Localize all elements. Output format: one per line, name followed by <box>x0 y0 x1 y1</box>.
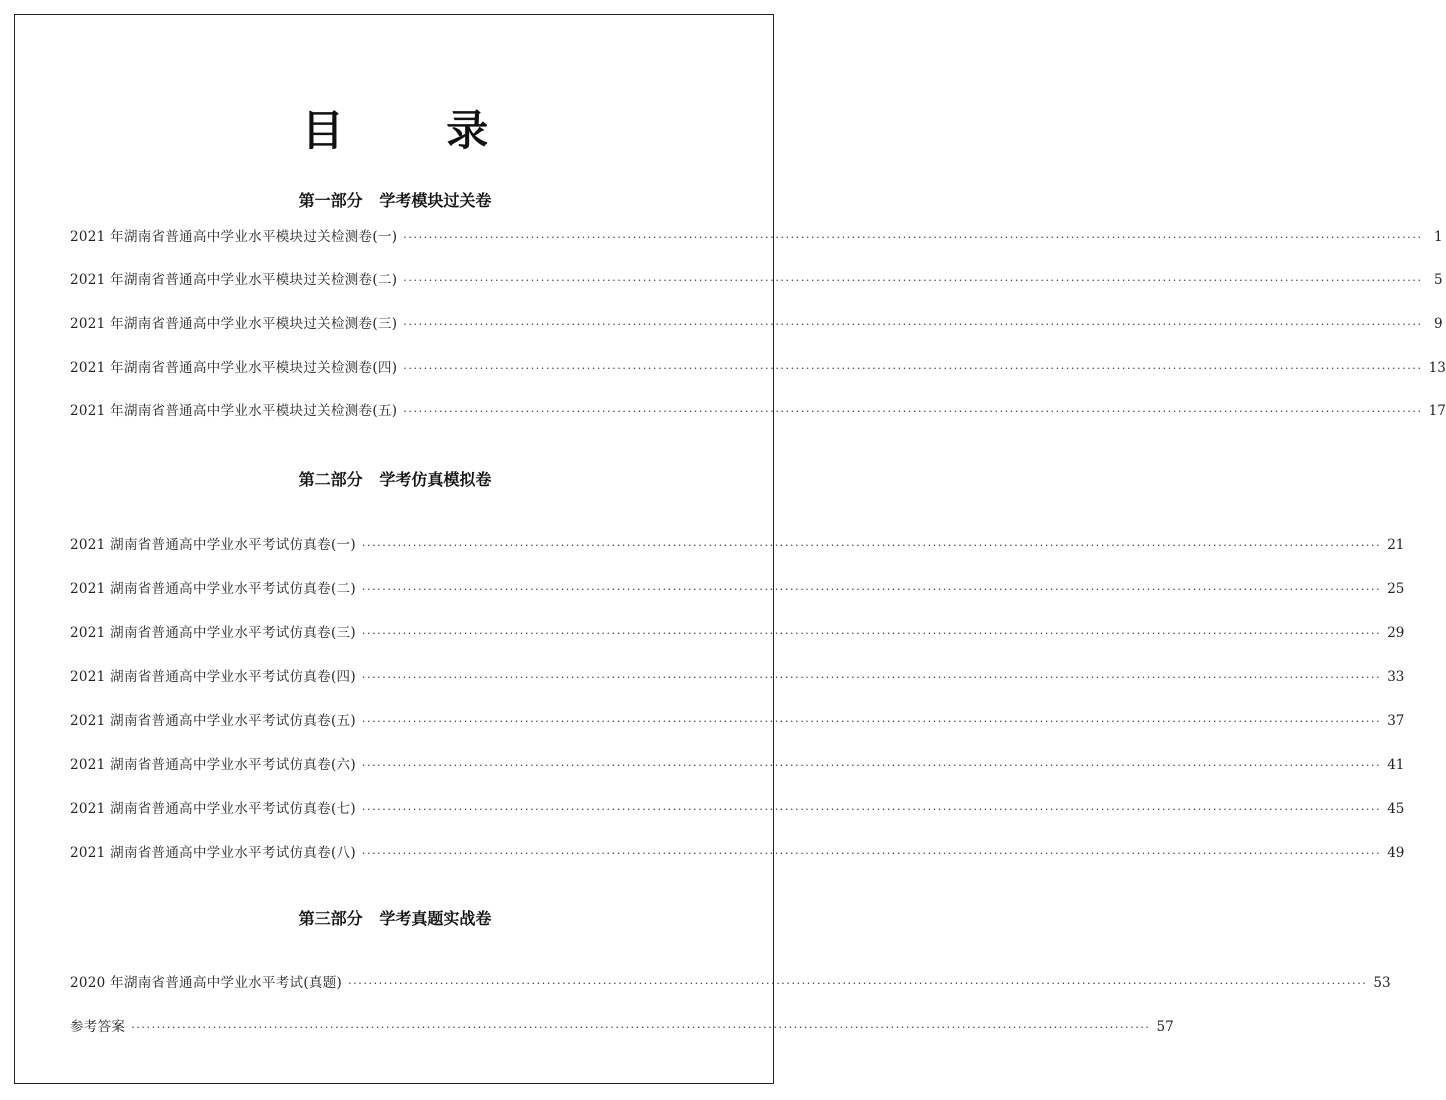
entry-label: 2021 年湖南省普通高中学业水平模块过关检测卷(三) <box>70 316 398 332</box>
page-number: 45 <box>1387 801 1405 817</box>
dot-leader: ········································································································································································································ <box>131 1021 1151 1034</box>
page-number: 21 <box>1387 537 1405 553</box>
entry-label: 2021 年湖南省普通高中学业水平模块过关检测卷(四) <box>70 360 398 376</box>
toc-entry[interactable] <box>70 356 1446 378</box>
dot-leader: ········································································································································································································ <box>403 274 1423 287</box>
entry-label: 2021 湖南省普通高中学业水平考试仿真卷(一) <box>70 537 356 553</box>
page-number: 33 <box>1387 669 1405 685</box>
toc-entry[interactable] <box>70 797 1405 819</box>
page-number: 1 <box>1434 229 1443 245</box>
page-number: 49 <box>1387 845 1405 861</box>
dot-leader: ········································································································································································································ <box>361 715 1382 728</box>
entry-label: 2021 湖南省普通高中学业水平考试仿真卷(三) <box>70 625 356 641</box>
dot-leader: ········································································································································································································ <box>361 583 1382 596</box>
entry-label: 2021 湖南省普通高中学业水平考试仿真卷(八) <box>70 845 356 861</box>
section-title-part-3: 第三部分 学考真题实战卷 <box>298 909 492 928</box>
page-number: 53 <box>1373 975 1391 991</box>
page-number: 29 <box>1387 625 1405 641</box>
dot-leader: ········································································································································································································ <box>403 362 1423 375</box>
toc-entry[interactable] <box>70 971 1391 993</box>
dot-leader: ········································································································································································································ <box>361 539 1382 552</box>
entry-label: 2021 年湖南省普通高中学业水平模块过关检测卷(一) <box>70 229 398 245</box>
section-title-part-1: 第一部分 学考模块过关卷 <box>298 191 492 210</box>
toc-entry[interactable] <box>70 665 1405 687</box>
entry-label: 2021 湖南省普通高中学业水平考试仿真卷(二) <box>70 581 356 597</box>
toc-entry[interactable] <box>70 709 1405 731</box>
entry-label: 2020 年湖南省普通高中学业水平考试(真题) <box>70 975 343 991</box>
entry-label: 参考答案 <box>70 1019 126 1035</box>
entry-label: 2021 湖南省普通高中学业水平考试仿真卷(六) <box>70 757 356 773</box>
toc-entry[interactable] <box>70 753 1405 775</box>
entry-label: 2021 湖南省普通高中学业水平考试仿真卷(七) <box>70 801 356 817</box>
entry-label: 2021 湖南省普通高中学业水平考试仿真卷(四) <box>70 669 356 685</box>
entry-label: 2021 年湖南省普通高中学业水平模块过关检测卷(二) <box>70 272 398 288</box>
page-number: 5 <box>1434 272 1443 288</box>
toc-entry[interactable] <box>70 1015 1174 1037</box>
page-title: 目 录 <box>301 106 533 155</box>
toc-entry[interactable] <box>70 399 1446 421</box>
toc-entry[interactable] <box>70 225 1443 247</box>
dot-leader: ········································································································································································································ <box>361 671 1382 684</box>
page-number: 13 <box>1428 360 1446 376</box>
toc-entry[interactable] <box>70 312 1443 334</box>
toc-entry[interactable] <box>70 841 1405 863</box>
page-number: 17 <box>1428 403 1446 419</box>
section-title-part-2: 第二部分 学考仿真模拟卷 <box>298 470 492 489</box>
dot-leader: ········································································································································································································ <box>361 847 1382 860</box>
toc-entry[interactable] <box>70 533 1405 555</box>
dot-leader: ········································································································································································································ <box>361 759 1382 772</box>
page-number: 57 <box>1156 1019 1174 1035</box>
entry-label: 2021 湖南省普通高中学业水平考试仿真卷(五) <box>70 713 356 729</box>
page-number: 25 <box>1387 581 1405 597</box>
entry-label: 2021 年湖南省普通高中学业水平模块过关检测卷(五) <box>70 403 398 419</box>
page-number: 9 <box>1434 316 1443 332</box>
dot-leader: ········································································································································································································ <box>403 405 1423 418</box>
dot-leader: ········································································································································································································ <box>403 318 1423 331</box>
dot-leader: ········································································································································································································ <box>403 231 1423 244</box>
dot-leader: ········································································································································································································ <box>348 977 1368 990</box>
page-number: 41 <box>1387 757 1405 773</box>
toc-entry[interactable] <box>70 577 1405 599</box>
toc-entry[interactable] <box>70 268 1443 290</box>
dot-leader: ········································································································································································································ <box>361 627 1382 640</box>
dot-leader: ········································································································································································································ <box>361 803 1382 816</box>
toc-entry[interactable] <box>70 621 1405 643</box>
page-number: 37 <box>1387 713 1405 729</box>
